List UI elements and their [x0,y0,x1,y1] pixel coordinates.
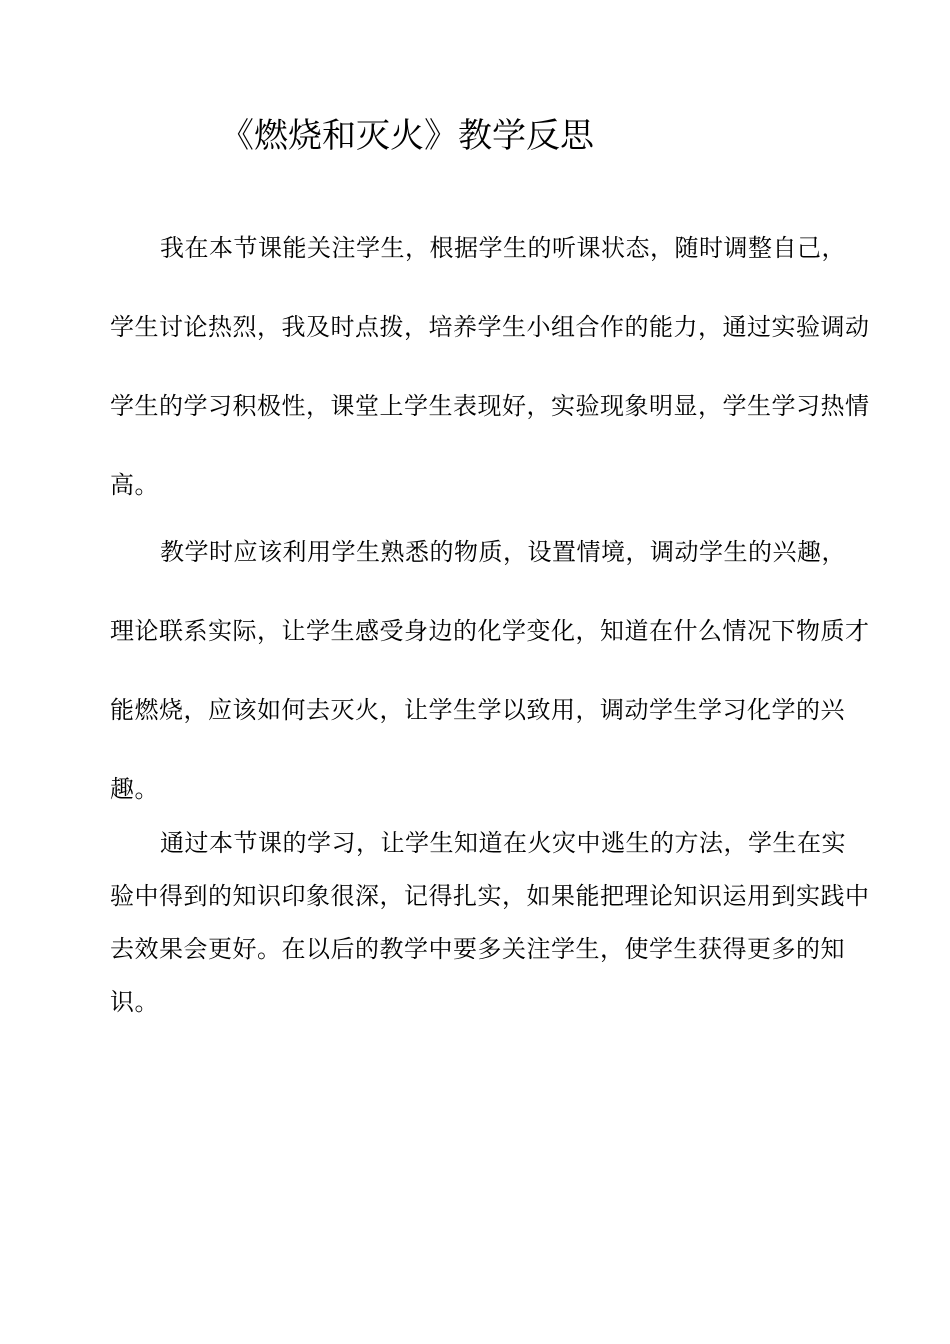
document-title: 《燃烧和灭火》教学反思 [220,116,594,156]
paragraph-2: 教学时应该利用学生熟悉的物质，设置情境，调动学生的兴趣，理论联系实际，让学生感受身边的化学变化，知道在什么情况下物质才能燃烧，应该如何去灭火，让学生学以致用，调动学生学习化学的兴趣。 [110,538,870,803]
paragraph-3: 通过本节课的学习，让学生知道在火灾中逃生的方法，学生在实验中得到的知识印象很深，记得扎实，如果能把理论知识运用到实践中去效果会更好。在以后的教学中要多关注学生，使学生获得更多的知识。 [110,829,870,1016]
paragraph-1: 我在本节课能关注学生，根据学生的听课状态，随时调整自己，学生讨论热烈，我及时点拨，培养学生小组合作的能力，通过实验调动学生的学习积极性，课堂上学生表现好，实验现象明显，学生学习热情高。 [110,234,870,499]
